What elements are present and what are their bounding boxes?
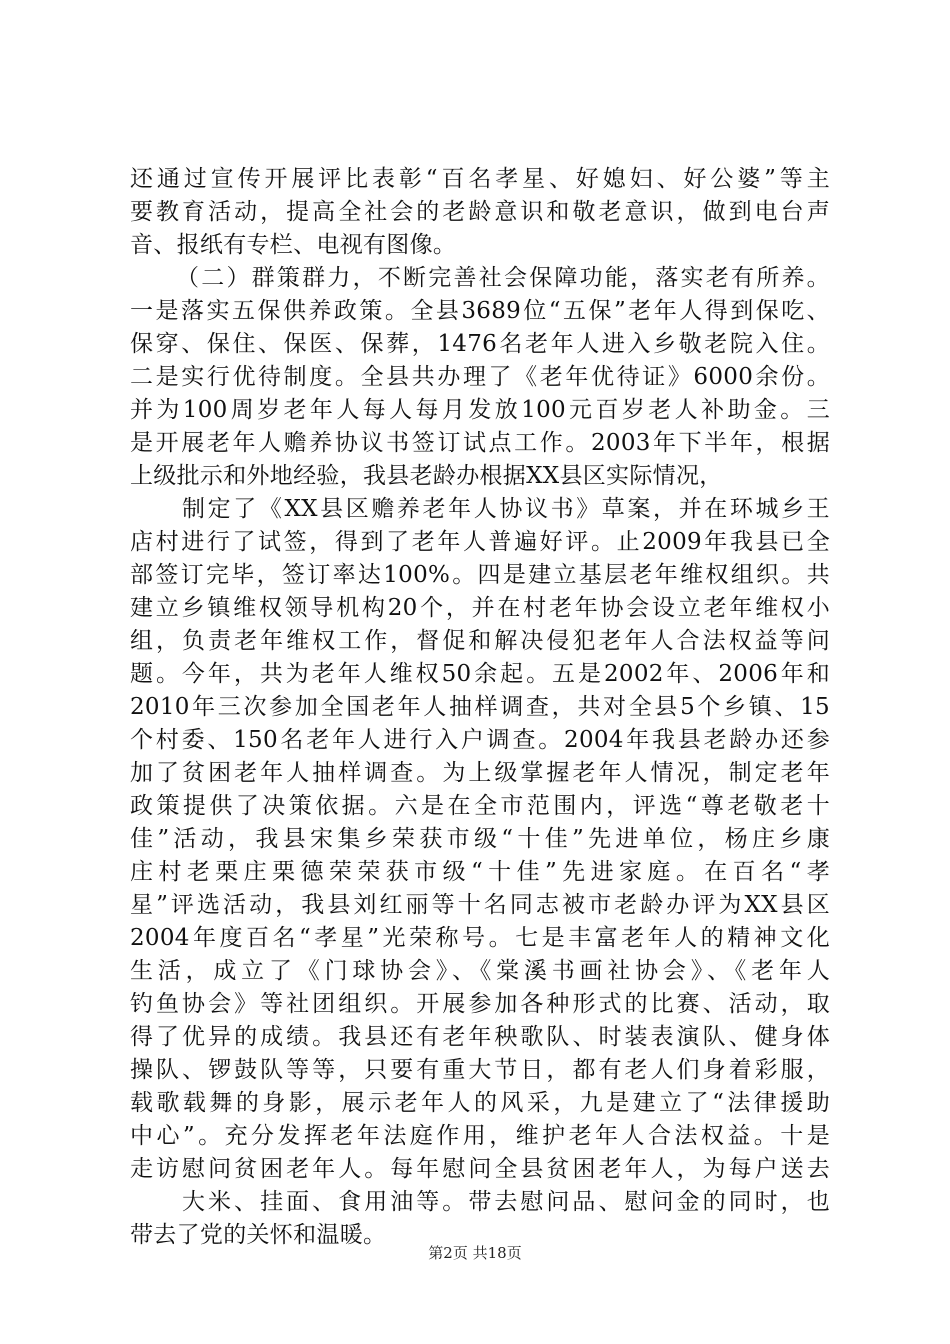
text-line: 带去了党的关怀和温暖。	[130, 1222, 387, 1248]
text-line: 题。今年，共为老年人维权50余起。五是2002年、2006年和	[130, 661, 830, 687]
text-line: 佳”活动，我县宋集乡荣获市级“十佳”先进单位，杨庄乡康	[130, 826, 830, 852]
text-line: 要教育活动，提高全社会的老龄意识和敬老意识，做到电台声	[130, 199, 830, 225]
text-line: 一是落实五保供养政策。全县3689位“五保”老年人得到保吃、	[130, 298, 830, 324]
page-footer: 第2页 共18页	[428, 1244, 522, 1262]
text-line: 个村委、150名老年人进行入户调查。2004年我县老龄办还参	[130, 727, 830, 753]
text-line: 二是实行优待制度。全县共办理了《老年优待证》6000余份。	[130, 364, 830, 390]
text-line: 中心”。充分发挥老年法庭作用，维护老年人合法权益。十是	[130, 1123, 830, 1149]
text-line: 是开展老年人赡养协议书签订试点工作。2003年下半年，根据	[130, 430, 830, 456]
text-line: 组，负责老年维权工作，督促和解决侵犯老年人合法权益等问	[130, 628, 830, 654]
body-text	[130, 163, 830, 1252]
text-line: 上级批示和外地经验，我县老龄办根据XX县区实际情况，	[130, 463, 723, 489]
text-line: 店村进行了试签，得到了老年人普遍好评。止2009年我县已全	[130, 529, 830, 555]
text-line: 星”评选活动，我县刘红丽等十名同志被市老龄办评为XX县区	[130, 892, 830, 918]
text-line: 制定了《XX县区赡养老年人协议书》草案，并在环城乡王	[182, 496, 830, 522]
text-line: 保穿、保住、保医、保葬，1476名老年人进入乡敬老院入住。	[130, 331, 830, 357]
text-line: 庄村老栗庄栗德荣荣获市级“十佳”先进家庭。在百名“孝	[130, 859, 830, 885]
text-line: 还通过宣传开展评比表彰“百名孝星、好媳妇、好公婆”等主	[130, 166, 830, 192]
text-line: 建立乡镇维权领导机构20个，并在村老年协会设立老年维权小	[130, 595, 830, 621]
text-line: 政策提供了决策依据。六是在全市范围内，评选“尊老敬老十	[130, 793, 830, 819]
text-line: 2004年度百名“孝星”光荣称号。七是丰富老年人的精神文化	[130, 925, 830, 951]
text-line: 生活，成立了《门球协会》、《棠溪书画社协会》、《老年人	[130, 958, 830, 984]
text-line: 大米、挂面、食用油等。带去慰问品、慰问金的同时，也	[182, 1189, 830, 1215]
text-line: 部签订完毕，签订率达100%。四是建立基层老年维权组织。共	[130, 562, 830, 588]
text-line: 得了优异的成绩。我县还有老年秧歌队、时装表演队、健身体	[130, 1024, 830, 1050]
text-line: 音、报纸有专栏、电视有图像。	[130, 232, 457, 258]
text-line: 并为100周岁老年人每人每月发放100元百岁老人补助金。三	[130, 397, 830, 423]
paragraph-heading: （二）群策群力，不断完善社会保障功能，落实老有所养。	[176, 265, 830, 291]
text-line: 走访慰问贫困老年人。每年慰问全县贫困老年人，为每户送去	[130, 1156, 830, 1182]
text-line: 加了贫困老年人抽样调查。为上级掌握老年人情况，制定老年	[130, 760, 830, 786]
text-line: 操队、锣鼓队等等，只要有重大节日，都有老人们身着彩服，	[130, 1057, 830, 1083]
text-line: 2010年三次参加全国老年人抽样调查，共对全县5个乡镇、15	[130, 694, 830, 720]
text-line: 钓鱼协会》等社团组织。开展参加各种形式的比赛、活动，取	[130, 991, 830, 1017]
text-line: 载歌载舞的身影，展示老年人的风采，九是建立了“法律援助	[130, 1090, 830, 1116]
